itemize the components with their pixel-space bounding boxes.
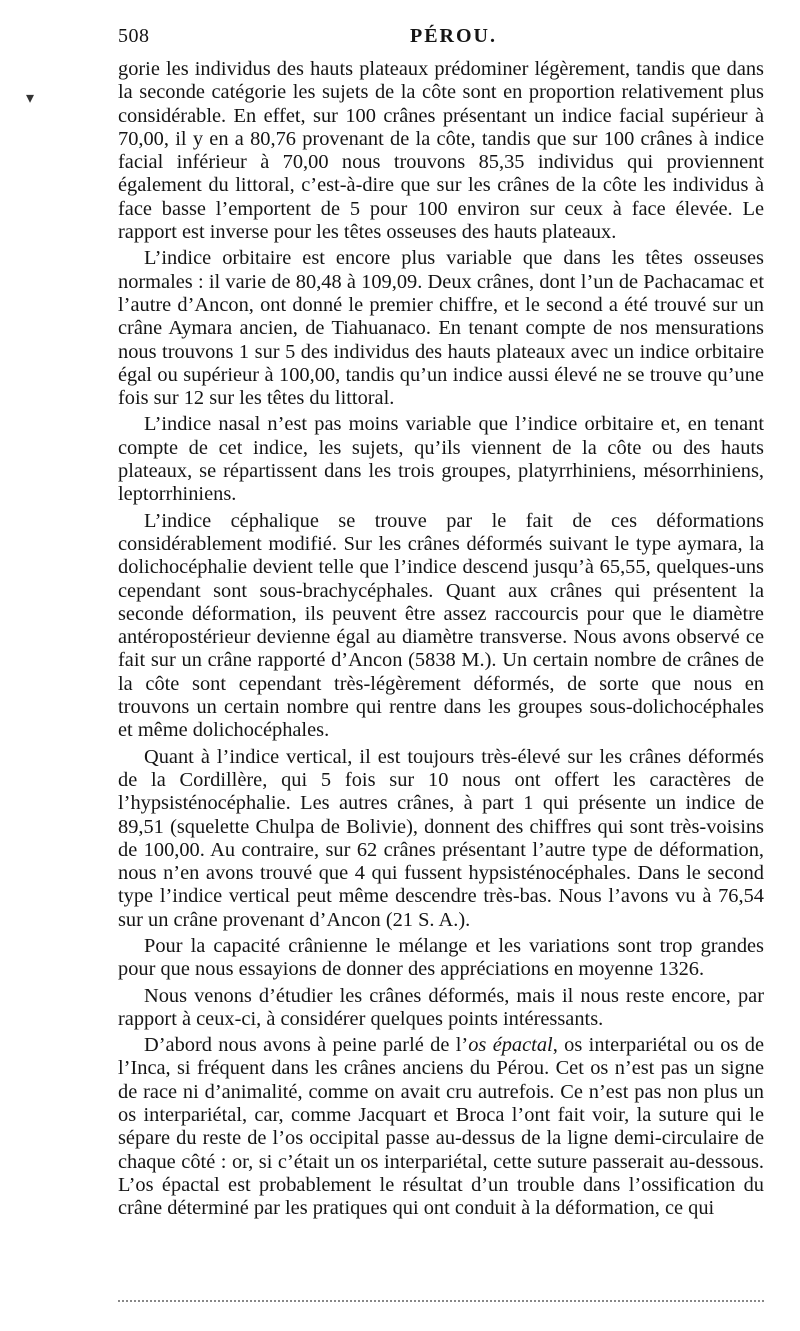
paragraph-cephalic-index: L’indice céphalique se trouve par le fait de ces déformations considérablement modifié. Sur les crânes déformés suivant le type aymara, la dolichocéphalie devient telle que l’indice descend jusqu’à 65,55, quelques-uns cependant sont sous-brachycéphales. Quant aux crânes qui présentent la seconde déformation, ils peuvent être assez raccourcis pour que le diamètre antéropostérieur devienne égal au diamètre transverse. Nous avons observé ce fait sur un crâne rapporté d’Ancon (5838 M.). Un certain nombre de crânes de la côte sont cependant très-légèrement déformés, de sorte que nous en trouvons un certain nombre qui rentre dans les groupes sous-dolichocéphales et même dolichocéphales. xyxy=(118,509,764,742)
paragraph-cranial-capacity: Pour la capacité crânienne le mélange et les variations sont trop grandes pour que nous essayions de donner des appréciations en moyenne 1326. xyxy=(118,934,764,981)
os-epactal-term: os épactal xyxy=(468,1034,553,1057)
page-header xyxy=(118,25,764,53)
paragraph-vertical-index: Quant à l’indice vertical, il est toujours très-élevé sur les crânes déformés de la Cordillère, qui 5 fois sur 10 nous ont offert les caractères de l’hypsisténocéphalie. Les autres crânes, à part 1 qui présente un indice de 89,51 (squelette Chulpa de Bolivie), donnent des chiffres qui sont très-voisins de 100,00. Au contraire, sur 62 crânes présentant l’autre type de déformation, nous n’en avons trouvé que 4 qui fussent hypsisténocéphales. Dans le second type l’indice vertical peut même descendre très-bas. Nous l’avons vu à 76,54 sur un crâne provenant d’Ancon (21 S. A.). xyxy=(118,745,764,931)
footer-dotted-rule xyxy=(118,1300,764,1302)
paragraph-transition: Nous venons d’étudier les crânes déformés, mais il nous reste encore, par rapport à ceux-ci, à considérer quelques points intéressants. xyxy=(118,984,764,1030)
os-epactal-text-after: , os interpariétal ou os de l’Inca, si fréquent dans les crânes anciens du Pérou. Cet os n’est pas un signe de race ni d’animalité, comme on avait cru autrefois. Ce n’est pas non plus un os interpariétal, car, comme Jacquart et Broca l’ont fait voir, la suture qui le sépare du reste de l’os occipital passe au-dessus de la ligne demi-circulaire de chaque côté : or, si c’était un os interpariétal, cette suture passerait au-dessous. L’os épactal est probablement le résultat d’un trouble dans l’ossification du crâne déterminé par les pratiques qui ont conduit à la déformation, ce qui xyxy=(118,1034,764,1220)
os-epactal-text-before: D’abord nous avons à peine parlé de l’ xyxy=(144,1034,469,1057)
page-number: 508 xyxy=(118,25,150,47)
margin-mark: ▾ xyxy=(26,90,35,107)
paragraph-nasal-index: L’indice nasal n’est pas moins variable que l’indice orbitaire et, en tenant compte de cet indice, les sujets, qu’ils viennent de la côte ou des hauts plateaux, se répartissent dans les trois groupes, platyrrhiniens, mésorrhiniens, leptorrhiniens. xyxy=(118,413,764,506)
paragraph-facial-index-continued: gorie les individus des hauts plateaux prédominer légèrement, tandis que dans la seconde catégorie les sujets de la côte sont en proportion relativement plus considérable. En effet, sur 100 crânes présentant un indice facial supérieur à 70,00, il y en a 80,76 provenant de la côte, tandis que sur 100 crânes à indice facial inférieur à 70,00 nous trouvons 85,35 individus qui proviennent également du littoral, c’est-à-dire que sur les crânes de la côte les individus à face basse l’emportent de 5 pour 100 environ sur ceux à face élevée. Le rapport est inverse pour les têtes osseuses des hauts plateaux. xyxy=(118,58,764,244)
running-title: PÉROU. xyxy=(410,25,497,47)
body-text xyxy=(118,58,764,1224)
paragraph-os-epactal xyxy=(118,1034,764,1220)
paragraph-orbital-index: L’indice orbitaire est encore plus variable que dans les têtes osseuses normales : il varie de 80,48 à 109,09. Deux crânes, dont l’un de Pachacamac et l’autre d’Ancon, ont donné le premier chiffre, et le second a été trouvé sur un crâne Aymara ancien, de Tiahuanaco. En tenant compte de nos mensurations nous trouvons 1 sur 5 des individus des hauts plateaux avec un indice orbitaire égal ou supérieur à 100,00, tandis qu’un indice aussi élevé ne se trouve qu’une fois sur 12 sur les têtes du littoral. xyxy=(118,247,764,410)
